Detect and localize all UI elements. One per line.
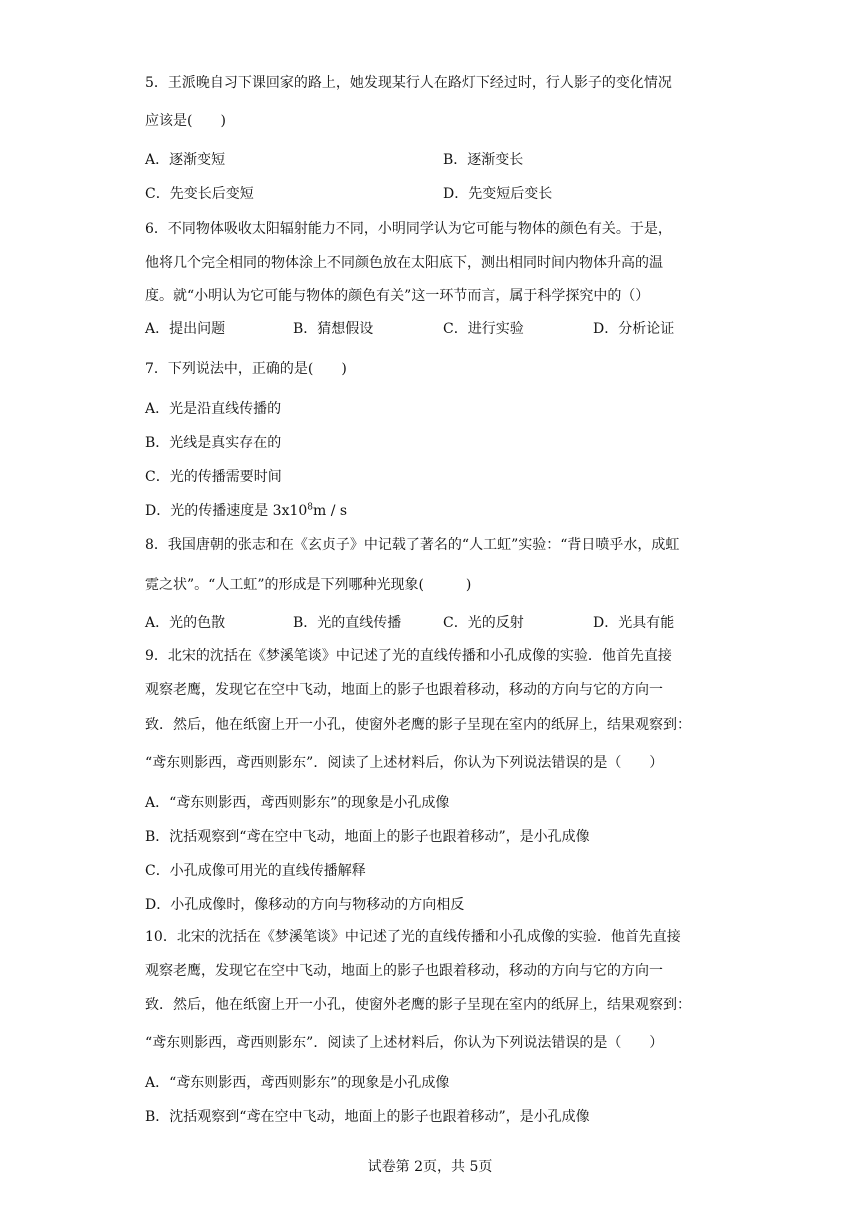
q7-option-a: A．光是沿直线传播的: [145, 401, 282, 417]
q7-option-d-prefix: D．光的传播速度是 3x10: [145, 503, 308, 519]
q6-option-b: B．猜想假设: [293, 321, 374, 337]
q6-stem-line-1: 6．不同物体吸收太阳辐射能力不同，小明同学认为它可能与物体的颜色有关。于是，: [145, 221, 672, 237]
exam-page: [145, 0, 725, 1216]
q10-stem-line-2: 观察老鹰，发现它在空中飞动，地面上的影子也跟着移动，移动的方向与它的方向一: [145, 963, 663, 979]
q6-option-c: C．进行实验: [443, 321, 524, 337]
q5-stem-line-2: 应该是( ): [145, 113, 226, 129]
q10-stem-line-1: 10．北宋的沈括在《梦溪笔谈》中记述了光的直线传播和小孔成像的实验．他首先直接: [145, 929, 681, 945]
q5-stem-line-1: 5．王派晚自习下课回家的路上，她发现某行人在路灯下经过时，行人影子的变化情况: [145, 75, 672, 91]
q9-option-b: B．沈括观察到“鸢在空中飞动，地面上的影子也跟着移动”，是小孔成像: [145, 829, 590, 845]
q5-option-c: C．先变长后变短: [145, 186, 254, 202]
q9-stem-line-3: 致．然后，他在纸窗上开一小孔，使窗外老鹰的影子呈现在室内的纸屏上，结果观察到：: [145, 717, 691, 733]
q7-option-d: [145, 502, 347, 520]
q8-option-a: A．光的色散: [145, 615, 226, 631]
q6-stem-line-3: 度。就“小明认为它可能与物体的颜色有关”这一环节而言，属于科学探究中的（）: [145, 288, 650, 304]
q7-stem-line-1: 7．下列说法中，正确的是( ): [145, 361, 347, 377]
q6-stem-line-2: 他将几个完全相同的物体涂上不同颜色放在太阳底下，测出相同时间内物体升高的温: [145, 255, 663, 271]
q8-stem-line-2: 霓之状”。“人工虹”的形成是下列哪种光现象( ): [145, 577, 472, 593]
q6-option-a: A．提出问题: [145, 321, 226, 337]
q6-option-d: D．分析论证: [593, 321, 675, 337]
q5-option-d: D．先变短后变长: [443, 186, 553, 202]
q10-stem-line-3: 致．然后，他在纸窗上开一小孔，使窗外老鹰的影子呈现在室内的纸屏上，结果观察到：: [145, 997, 691, 1013]
q10-stem-line-4: “鸢东则影西，鸢西则影东”．阅读了上述材料后，你认为下列说法错误的是（ ）: [145, 1035, 664, 1051]
q9-stem-line-1: 9．北宋的沈括在《梦溪笔谈》中记述了光的直线传播和小孔成像的实验．他首先直接: [145, 648, 672, 664]
q9-option-c: C．小孔成像可用光的直线传播解释: [145, 863, 366, 879]
q9-stem-line-2: 观察老鹰，发现它在空中飞动，地面上的影子也跟着移动，移动的方向与它的方向一: [145, 682, 663, 698]
q8-option-c: C．光的反射: [443, 615, 524, 631]
page-footer: 试卷第 2页，共 5页: [367, 1159, 493, 1175]
q9-option-d: D．小孔成像时，像移动的方向与物移动的方向相反: [145, 897, 465, 913]
q9-option-a: A．“鸢东则影西，鸢西则影东”的现象是小孔成像: [145, 795, 450, 811]
q8-stem-line-1: 8．我国唐朝的张志和在《玄贞子》中记载了著名的“人工虹”实验：“背日喷乎水，成虹: [145, 537, 680, 553]
q8-option-b: B．光的直线传播: [293, 615, 402, 631]
q5-option-b: B．逐渐变长: [443, 152, 524, 168]
q8-option-d: D．光具有能: [593, 615, 675, 631]
q7-option-c: C．光的传播需要时间: [145, 469, 282, 485]
q10-option-a: A．“鸢东则影西，鸢西则影东”的现象是小孔成像: [145, 1075, 450, 1091]
q9-stem-line-4: “鸢东则影西，鸢西则影东”．阅读了上述材料后，你认为下列说法错误的是（ ）: [145, 755, 664, 771]
q10-option-b: B．沈括观察到“鸢在空中飞动，地面上的影子也跟着移动”，是小孔成像: [145, 1109, 590, 1125]
q7-option-d-unit: m / s: [313, 503, 348, 519]
q5-option-a: A．逐渐变短: [145, 152, 226, 168]
q7-option-b: B．光线是真实存在的: [145, 435, 282, 451]
q7-option-d-exponent: 8: [307, 502, 314, 513]
